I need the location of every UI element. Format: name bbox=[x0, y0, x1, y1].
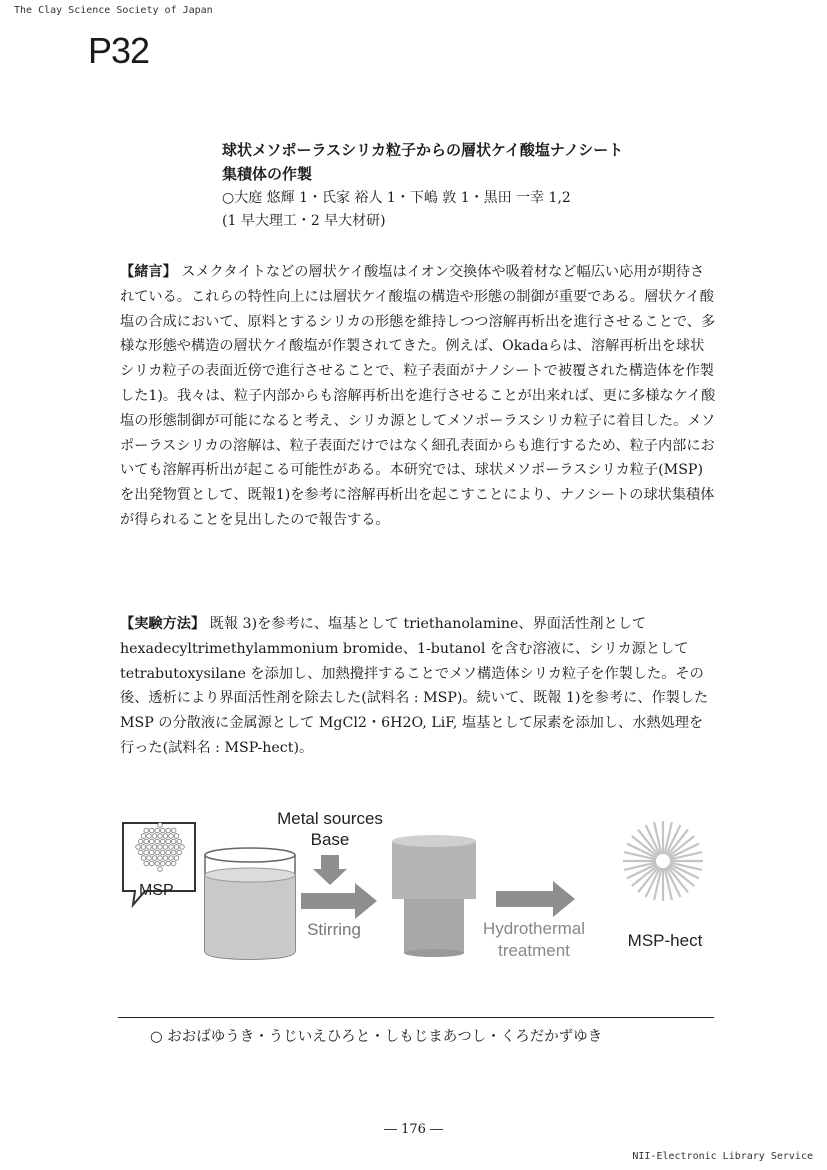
msp-pore bbox=[160, 828, 165, 833]
msp-pore bbox=[171, 861, 176, 866]
msp-pore bbox=[160, 839, 165, 844]
msp-pore bbox=[141, 845, 146, 850]
method-paragraph bbox=[120, 612, 716, 761]
treatment-label: treatment bbox=[498, 941, 570, 960]
msp-pore bbox=[163, 845, 168, 850]
msp-pore bbox=[147, 856, 152, 861]
intro-text: スメクタイトなどの層状ケイ酸塩はイオン交換体や吸着材など幅広い応用が期待されている。これらの特性向上には層状ケイ酸塩の構造や形態の制御が重要である。層状ケイ酸塩の合成において、原料とするシリカの形態を維持しつつ溶解再析出を進行させることで、多様な形態や構造の層状ケイ酸塩が作製されてきた。例えば、Okadaらは、溶解再析出を球状シリカ粒子の表面近傍で進行させることで、粒子表面がナノシートで被覆された構造体を作製した1)。我々は、粒子内部からも溶解再析出を進行させることが出来れば、更に多様なケイ酸塩の形態制御が可能になると考え、シリカ源としてメソポーラスシリカ粒子に着目した。メソポーラスシリカの溶解は、粒子表面だけではなく細孔表面からも進行するため、粒子内部においても溶解再析出が起こる可能性がある。本研究では、球状メソポーラスシリカ粒子(MSP)を出発物質として、既報1)を参考に溶解再析出を起こすことにより、ナノシートの球状集積体が得られることを見出したので報告する。 bbox=[120, 264, 716, 528]
msp-pore bbox=[152, 834, 157, 839]
msp-pore bbox=[152, 856, 157, 861]
msp-pore bbox=[177, 850, 182, 855]
msp-pore bbox=[136, 845, 141, 850]
msp-pore bbox=[141, 834, 146, 839]
msp-pore bbox=[169, 845, 174, 850]
poster-id: P32 bbox=[88, 30, 150, 71]
title-line-2: 集積体の作製 bbox=[222, 165, 313, 183]
msp-pore bbox=[149, 828, 154, 833]
product-label: MSP-hect bbox=[627, 931, 703, 950]
msp-pore bbox=[169, 856, 174, 861]
msp-pore bbox=[158, 867, 163, 872]
msp-pore bbox=[158, 823, 163, 828]
society-name: The Clay Science Society of Japan bbox=[14, 5, 213, 16]
msp-pore bbox=[149, 839, 154, 844]
msp-pore bbox=[144, 850, 149, 855]
msp-pore bbox=[166, 861, 171, 866]
msp-pore bbox=[144, 861, 149, 866]
msp-pore bbox=[180, 845, 185, 850]
synthesis-scheme-figure bbox=[115, 803, 725, 988]
base-label: Base bbox=[310, 830, 350, 849]
msp-pore bbox=[152, 845, 157, 850]
msp-pore bbox=[166, 839, 171, 844]
msp-pore bbox=[141, 856, 146, 861]
msp-pore bbox=[163, 834, 168, 839]
msp-pore bbox=[144, 839, 149, 844]
msp-pore bbox=[171, 828, 176, 833]
msp-pore bbox=[155, 839, 160, 844]
intro-label: 【緒言】 bbox=[120, 264, 177, 280]
method-text: 既報 3)を参考に、塩基として triethanolamine、界面活性剤として hexadecyltrimethylammonium bromide、1-butanol を含む溶液に、シリカ源として tetrabutoxysilane を添加し、加熱攪拌することでメソ構造体シリカ粒子を作製した。その後、透析により界面活性剤を除去した(試料名 : MSP)。続いて、既報 1)を参考に、作製した MSP の分散液に金属源として MgCl2・6H2O, LiF, 塩基として尿素を添加し、水熱処理を行った(試料名 : MSP-hect)。 bbox=[120, 616, 709, 756]
msp-pore bbox=[149, 861, 154, 866]
method-label: 【実験方法】 bbox=[120, 616, 206, 632]
msp-pore bbox=[158, 856, 163, 861]
down-arrow-icon bbox=[313, 855, 347, 885]
msp-pore bbox=[163, 856, 168, 861]
msp-pore bbox=[169, 834, 174, 839]
footer-service: NII-Electronic Library Service bbox=[632, 1151, 813, 1162]
nanosheet-core bbox=[657, 855, 669, 867]
msp-pore bbox=[138, 839, 143, 844]
stirring-label: Stirring bbox=[307, 920, 361, 939]
hydrothermal-label: Hydrothermal bbox=[482, 919, 586, 938]
msp-pore bbox=[158, 845, 163, 850]
msp-pore bbox=[155, 828, 160, 833]
beaker-icon bbox=[205, 848, 295, 959]
msp-pore bbox=[160, 850, 165, 855]
msp-pore bbox=[171, 839, 176, 844]
msp-pore bbox=[138, 850, 143, 855]
nanosheet-assembly-icon bbox=[623, 821, 703, 901]
msp-pore bbox=[174, 856, 179, 861]
paper-title bbox=[222, 138, 623, 186]
msp-pore bbox=[155, 861, 160, 866]
msp-pore bbox=[160, 861, 165, 866]
msp-pore bbox=[147, 845, 152, 850]
metal-sources-label: Metal sources bbox=[277, 809, 383, 828]
divider bbox=[118, 1017, 714, 1018]
msp-bubble bbox=[123, 823, 195, 905]
msp-pore bbox=[144, 828, 149, 833]
msp-pore bbox=[149, 850, 154, 855]
right-arrow-icon bbox=[496, 881, 575, 917]
msp-pore bbox=[166, 828, 171, 833]
msp-pore bbox=[171, 850, 176, 855]
page-number: ― 176 ― bbox=[383, 1122, 444, 1137]
msp-pore bbox=[147, 834, 152, 839]
msp-label: MSP bbox=[139, 882, 174, 899]
msp-pore bbox=[174, 834, 179, 839]
msp-pore bbox=[155, 850, 160, 855]
intro-paragraph bbox=[120, 260, 716, 533]
title-line-1: 球状メソポーラスシリカ粒子からの層状ケイ酸塩ナノシート bbox=[222, 141, 624, 159]
affiliation: (1 早大理工・2 早大材研) bbox=[222, 213, 386, 229]
autoclave-icon bbox=[392, 835, 476, 957]
right-arrow-icon bbox=[301, 883, 377, 919]
msp-pore bbox=[177, 839, 182, 844]
msp-pore bbox=[174, 845, 179, 850]
msp-pore bbox=[166, 850, 171, 855]
author-reading: ○ おおばゆうき・うじいえひろと・しもじまあつし・くろだかずゆき bbox=[150, 1029, 603, 1045]
author-list: ○大庭 悠輝 1・氏家 裕人 1・下嶋 敦 1・黒田 一幸 1,2 bbox=[222, 190, 571, 206]
msp-pore bbox=[158, 834, 163, 839]
